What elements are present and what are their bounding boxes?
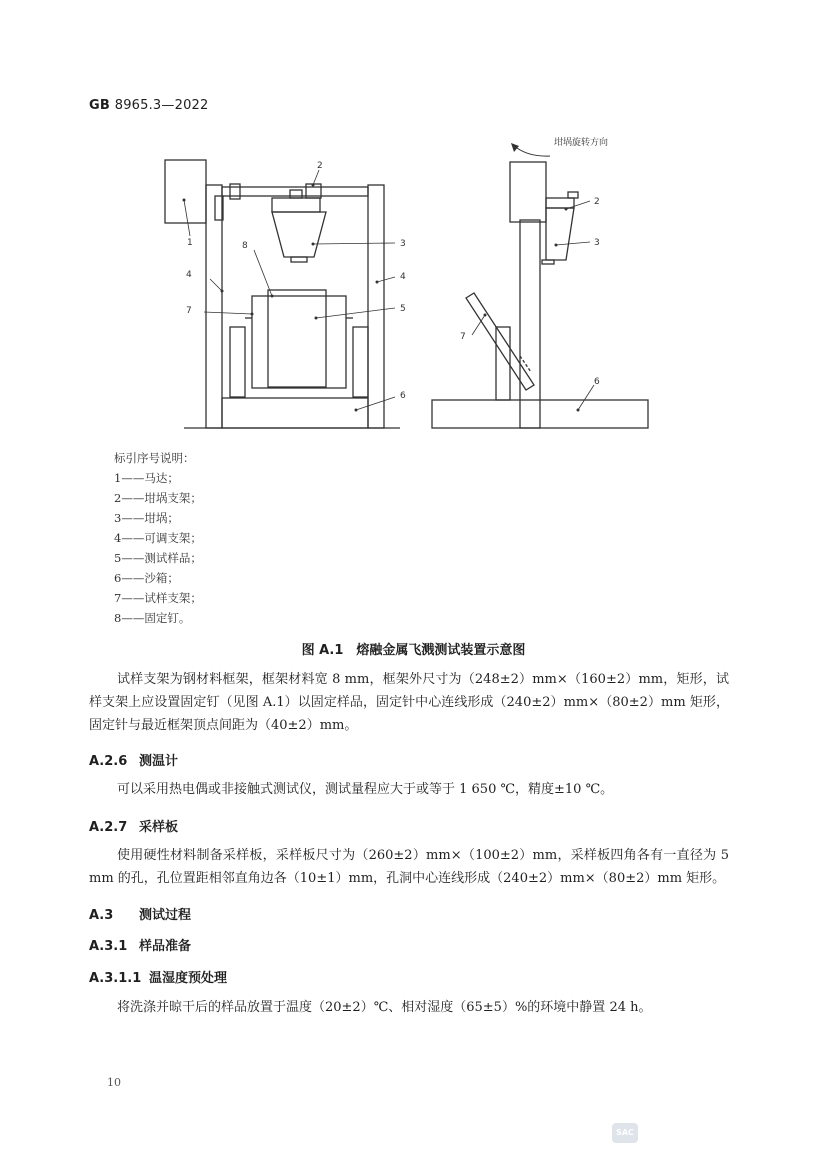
legend-item: 8——固定钉。 bbox=[114, 611, 191, 625]
standard-number: 8965.3—2022 bbox=[114, 98, 209, 113]
label-5: 5 bbox=[400, 304, 406, 314]
specimen-holder-frame bbox=[252, 296, 346, 388]
legend-item: 5——测试样品； bbox=[114, 551, 202, 565]
label-4-left: 4 bbox=[186, 270, 192, 280]
label-1: 1 bbox=[187, 238, 193, 248]
legend-item: 4——可调支架； bbox=[114, 531, 202, 545]
section-title: 样品准备 bbox=[139, 939, 192, 954]
legend-item: 6——沙箱； bbox=[114, 571, 179, 585]
section-number: A.3.1.1 bbox=[89, 971, 142, 986]
label-side-7: 7 bbox=[460, 332, 466, 342]
label-side-6: 6 bbox=[594, 377, 600, 387]
section-number: A.2.7 bbox=[89, 820, 128, 835]
apparatus-figure bbox=[0, 0, 827, 440]
figure-caption: 图 A.1 熔融金属飞溅测试装置示意图 bbox=[301, 643, 526, 658]
label-3: 3 bbox=[400, 239, 406, 249]
post-side bbox=[520, 220, 540, 428]
legend-title: 标引序号说明： bbox=[114, 451, 195, 465]
label-8: 8 bbox=[242, 241, 248, 251]
section-title: 温湿度预处理 bbox=[149, 971, 228, 986]
section-heading-a3 bbox=[89, 904, 191, 923]
section-number: A.3.1 bbox=[89, 939, 128, 954]
label-side-3: 3 bbox=[594, 238, 600, 248]
paragraph-conditioning: 将洗涤并晾干后的样品放置于温度（20±2）℃、相对湿度（65±5）%的环境中静置 24 h。 bbox=[117, 1000, 652, 1015]
paragraph-sampling-board: 使用硬性材料制备采样板，采样板尺寸为（260±2）mm×（100±2）mm，采样板四角各有一直径为 5 mm 的孔，孔位置距相邻直角边各（10±1）mm，孔洞中心连线形成（240±2）mm×（80±2）mm 矩形。 bbox=[89, 848, 729, 886]
crucible bbox=[272, 212, 326, 257]
top-bar bbox=[222, 187, 368, 196]
test-sample bbox=[268, 290, 326, 387]
label-7: 7 bbox=[186, 306, 192, 316]
label-side-2: 2 bbox=[594, 197, 600, 207]
section-number: A.3 bbox=[89, 908, 114, 923]
sand-box bbox=[222, 398, 368, 428]
section-heading-a31 bbox=[89, 935, 191, 954]
sac-logo: SAC bbox=[612, 1123, 638, 1143]
legend-item: 2——坩埚支架； bbox=[114, 491, 202, 505]
section-title: 测温计 bbox=[139, 754, 179, 769]
section-title: 测试过程 bbox=[139, 908, 192, 923]
rotation-direction-label: 坩埚旋转方向 bbox=[554, 138, 609, 148]
page-number: 10 bbox=[107, 1076, 121, 1089]
label-6: 6 bbox=[400, 391, 406, 401]
paragraph-specimen-holder: 试样支架为钢材料框架，框架材料宽 8 mm，框架外尺寸为（248±2）mm×（160±2）mm，矩形，试样支架上应设置固定钉（见图 A.1）以固定样品，固定针中心连线形成（240±2）mm×（80±2）mm 矩形，固定针与最近框架顶点间距为（40±2）mm。 bbox=[89, 672, 729, 733]
motor-box bbox=[165, 160, 206, 223]
section-number: A.2.6 bbox=[89, 754, 128, 769]
legend-item: 7——试样支架； bbox=[114, 591, 202, 605]
left-post bbox=[206, 185, 222, 428]
section-heading-a227 bbox=[89, 816, 178, 835]
section-heading-a226 bbox=[89, 750, 178, 769]
section-title: 采样板 bbox=[139, 820, 179, 835]
label-4-right: 4 bbox=[400, 272, 406, 282]
legend-item: 1——马达； bbox=[114, 471, 179, 485]
label-2: 2 bbox=[317, 161, 323, 171]
paragraph-thermometer: 可以采用热电偶或非接触式测试仪，测试量程应大于或等于 1 650 ℃，精度±10 ℃。 bbox=[117, 782, 614, 797]
legend-item: 3——坩埚； bbox=[114, 511, 179, 525]
right-post bbox=[368, 185, 384, 428]
hub-left bbox=[230, 184, 240, 199]
standard-prefix: GB bbox=[89, 98, 110, 113]
section-heading-a311 bbox=[89, 967, 227, 986]
motor-box-side bbox=[510, 162, 546, 222]
specimen-holder-side bbox=[466, 293, 534, 390]
